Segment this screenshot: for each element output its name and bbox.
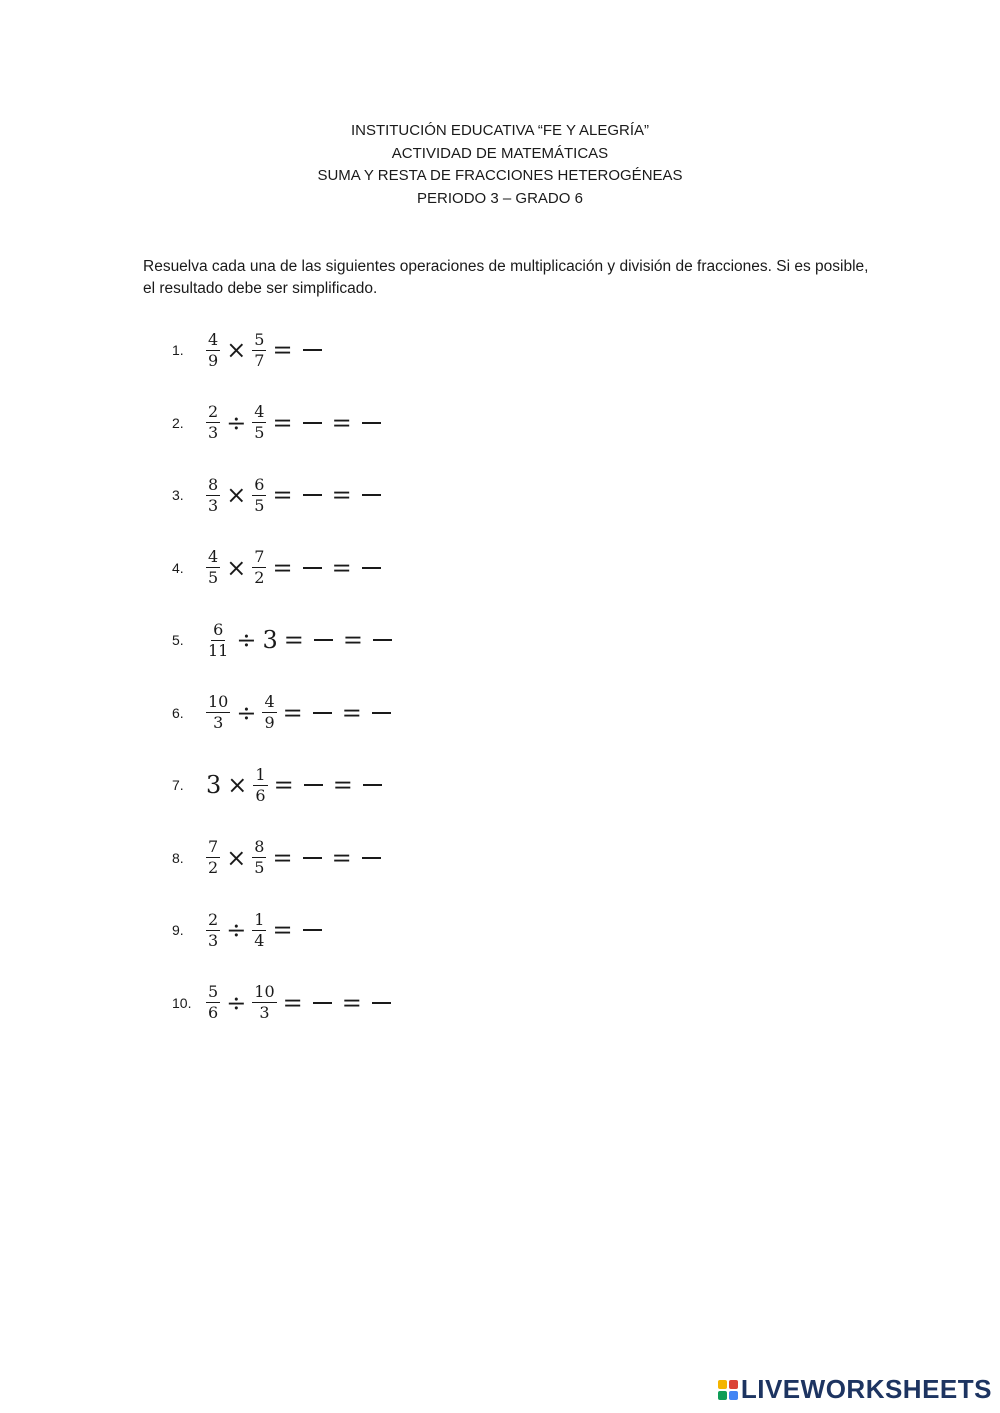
liveworksheets-logo [718, 1374, 992, 1405]
denominator: 5 [254, 495, 265, 515]
fraction [206, 910, 220, 951]
fraction [206, 547, 220, 588]
expression [204, 330, 328, 371]
denominator: 2 [208, 858, 219, 877]
whole-number: 3 [206, 771, 222, 799]
denominator: 2 [254, 568, 265, 587]
answer-blank[interactable] [362, 422, 381, 424]
expression [204, 692, 397, 733]
fraction [262, 692, 276, 733]
fraction [206, 330, 220, 371]
worksheet-header [0, 120, 1000, 210]
equals-sign: = [283, 626, 304, 654]
exercise-number: 6. [172, 704, 184, 721]
multiply-sign: × [226, 553, 247, 582]
school-name: INSTITUCIÓN EDUCATIVA “FE Y ALEGRÍA” [350, 122, 650, 139]
equals-sign: = [282, 698, 303, 727]
fraction [252, 475, 266, 516]
logo-square [729, 1380, 738, 1389]
denominator: 3 [259, 1003, 270, 1022]
answer-blank[interactable] [303, 494, 322, 496]
equals-sign: = [273, 771, 294, 799]
answer-blank[interactable] [362, 567, 381, 569]
multiply-sign: × [226, 336, 247, 364]
denominator: 7 [254, 350, 265, 370]
fraction [252, 910, 266, 951]
equals-sign: = [272, 481, 293, 509]
equals-sign: = [272, 408, 293, 437]
answer-blank[interactable] [313, 712, 332, 714]
answer-blank[interactable] [363, 784, 382, 786]
equals-sign: = [272, 336, 293, 364]
numerator: 6 [213, 619, 224, 639]
exercise-number: 4. [172, 559, 184, 576]
exercise-number: 3. [172, 487, 184, 503]
denominator: 5 [254, 423, 265, 442]
numerator: 2 [208, 402, 219, 421]
exercise-number: 10. [172, 994, 192, 1011]
numerator: 4 [208, 329, 219, 349]
exercise-item [172, 467, 387, 523]
numerator: 5 [208, 982, 219, 1001]
numerator: 7 [254, 547, 265, 566]
equals-sign: = [331, 481, 352, 509]
divide-sign: ÷ [226, 988, 247, 1017]
fraction [206, 402, 220, 443]
whole-number: 3 [262, 626, 278, 654]
expression [204, 837, 387, 878]
instructions-text: Resuelva cada una de las siguientes operaciones de multiplicación y división de fracciones. Si es posible, el resultado debe ser simplificado. [143, 258, 869, 297]
expression [204, 982, 397, 1023]
denominator: 6 [255, 785, 266, 805]
numerator: 10 [254, 982, 275, 1001]
expression [204, 402, 387, 443]
denominator: 5 [254, 858, 265, 877]
numerator: 8 [208, 474, 219, 494]
numerator: 5 [254, 329, 265, 349]
logo-square [718, 1380, 727, 1389]
equals-sign: = [272, 843, 293, 872]
activity-title: ACTIVIDAD DE MATEMÁTICAS [391, 144, 609, 162]
denominator: 3 [213, 713, 224, 732]
equals-sign: = [272, 916, 293, 944]
numerator: 4 [264, 692, 275, 711]
answer-blank[interactable] [362, 857, 381, 859]
fraction [206, 982, 220, 1023]
denominator: 11 [208, 640, 229, 660]
fraction [253, 765, 267, 806]
equals-sign: = [342, 626, 363, 654]
fraction [252, 402, 266, 443]
exercise-number: 8. [172, 849, 184, 866]
logo-square [718, 1391, 727, 1400]
expression [204, 910, 328, 951]
fraction [206, 475, 220, 516]
denominator: 9 [264, 713, 275, 732]
answer-blank[interactable] [372, 1002, 391, 1004]
multiply-sign: × [227, 771, 248, 799]
expression [204, 765, 388, 806]
denominator: 3 [208, 495, 219, 515]
expression [204, 547, 387, 588]
answer-blank[interactable] [314, 639, 333, 641]
multiply-sign: × [226, 481, 247, 509]
numerator: 1 [254, 909, 265, 929]
answer-blank[interactable] [303, 929, 322, 931]
exercise-number: 2. [172, 414, 184, 431]
numerator: 6 [254, 474, 265, 494]
expression [204, 620, 398, 661]
denominator: 5 [208, 568, 219, 587]
divide-sign: ÷ [236, 698, 257, 727]
exercise-item [172, 975, 397, 1031]
answer-blank[interactable] [303, 857, 322, 859]
divide-sign: ÷ [226, 408, 247, 437]
exercise-item [172, 685, 397, 741]
exercise-item [172, 757, 388, 813]
exercise-item [172, 322, 328, 378]
exercise-number: 7. [172, 777, 184, 793]
numerator: 1 [255, 764, 266, 784]
fraction [206, 620, 230, 661]
equals-sign: = [331, 843, 352, 872]
exercise-item [172, 612, 398, 668]
liveworksheets-logo-icon [718, 1380, 738, 1400]
numerator: 8 [254, 837, 265, 856]
topic-title: SUMA Y RESTA DE FRACCIONES HETEROGÉNEAS [317, 167, 683, 184]
answer-blank[interactable] [372, 712, 391, 714]
exercise-item [172, 540, 387, 596]
numerator: 7 [208, 837, 219, 856]
divide-sign: ÷ [236, 626, 257, 654]
answer-blank[interactable] [313, 1002, 332, 1004]
expression [204, 475, 387, 516]
equals-sign: = [282, 988, 303, 1017]
answer-blank[interactable] [362, 494, 381, 496]
fraction [252, 982, 276, 1023]
fraction [206, 837, 220, 878]
numerator: 4 [208, 547, 219, 566]
divide-sign: ÷ [226, 916, 247, 944]
denominator: 4 [254, 930, 265, 950]
fraction [252, 330, 266, 371]
answer-blank[interactable] [303, 422, 322, 424]
fraction [252, 547, 266, 588]
numerator: 4 [254, 402, 265, 421]
exercise-item [172, 830, 387, 886]
exercise-item [172, 395, 387, 451]
denominator: 3 [208, 930, 219, 950]
fraction [206, 692, 230, 733]
logo-square [729, 1391, 738, 1400]
denominator: 9 [208, 350, 219, 370]
answer-blank[interactable] [303, 349, 322, 351]
denominator: 3 [208, 423, 219, 442]
exercise-number: 5. [172, 632, 184, 648]
equals-sign: = [331, 553, 352, 582]
exercise-item [172, 902, 328, 958]
equals-sign: = [272, 553, 293, 582]
multiply-sign: × [226, 843, 247, 872]
equals-sign: = [341, 988, 362, 1017]
numerator: 10 [208, 692, 229, 711]
equals-sign: = [341, 698, 362, 727]
answer-blank[interactable] [303, 567, 322, 569]
fraction [252, 837, 266, 878]
equals-sign: = [331, 408, 352, 437]
answer-blank[interactable] [304, 784, 323, 786]
answer-blank[interactable] [373, 639, 392, 641]
exercise-number: 9. [172, 922, 184, 938]
numerator: 2 [208, 909, 219, 929]
period-grade: PERIODO 3 – GRADO 6 [417, 189, 583, 207]
equals-sign: = [332, 771, 353, 799]
exercise-number: 1. [172, 342, 184, 358]
logo-text: LIVEWORKSHEETS [740, 1374, 992, 1404]
denominator: 6 [208, 1003, 219, 1022]
